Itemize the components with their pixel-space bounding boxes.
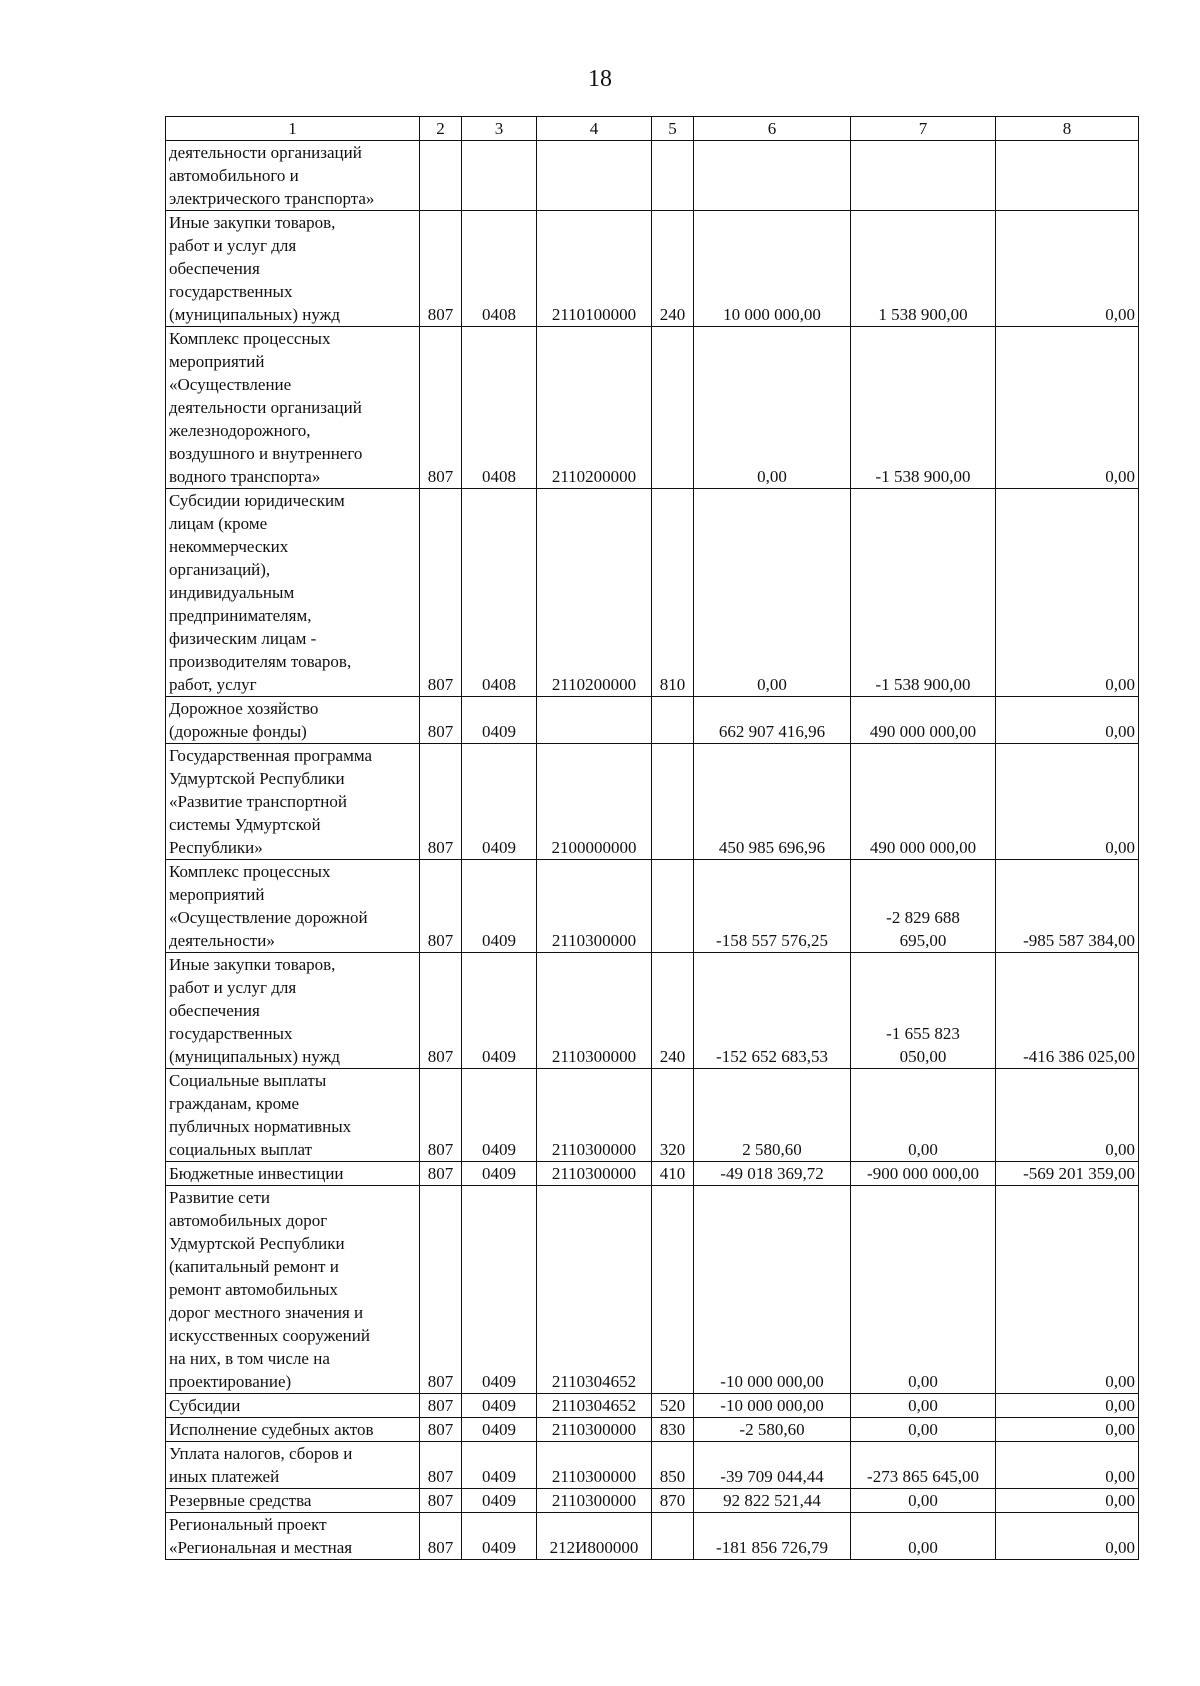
cell-amount-col7: -1 538 900,00: [851, 489, 996, 697]
cell-amount-col6: -152 652 683,53: [694, 953, 851, 1069]
cell-amount-col8: 0,00: [996, 327, 1139, 489]
cell-target-article: 2110200000: [537, 489, 652, 697]
table-row: [166, 1442, 1139, 1489]
cell-ministry-code: 807: [420, 489, 462, 697]
cell-name: Исполнение судебных актов: [166, 1418, 420, 1442]
table-row: [166, 744, 1139, 860]
cell-expense-type: [652, 744, 694, 860]
cell-section-code: [462, 141, 537, 211]
table-row: [166, 1513, 1139, 1560]
cell-expense-type: [652, 860, 694, 953]
page-number: 18: [588, 66, 612, 92]
cell-section-code: 0409: [462, 1394, 537, 1418]
cell-target-article: 2110300000: [537, 1489, 652, 1513]
column-header-3: 3: [462, 117, 537, 141]
cell-target-article: 212И800000: [537, 1513, 652, 1560]
cell-amount-col8: [996, 141, 1139, 211]
cell-section-code: 0409: [462, 953, 537, 1069]
cell-expense-type: 850: [652, 1442, 694, 1489]
cell-amount-col7: 490 000 000,00: [851, 744, 996, 860]
cell-section-code: 0408: [462, 489, 537, 697]
cell-amount-col6: 92 822 521,44: [694, 1489, 851, 1513]
cell-amount-col7: -1 655 823 050,00: [851, 953, 996, 1069]
cell-section-code: 0409: [462, 744, 537, 860]
cell-section-code: 0409: [462, 1069, 537, 1162]
cell-target-article: [537, 697, 652, 744]
cell-expense-type: 240: [652, 953, 694, 1069]
cell-ministry-code: 807: [420, 1162, 462, 1186]
cell-amount-col8: -416 386 025,00: [996, 953, 1139, 1069]
cell-amount-col6: 0,00: [694, 327, 851, 489]
cell-amount-col7: 0,00: [851, 1069, 996, 1162]
cell-amount-col8: 0,00: [996, 1394, 1139, 1418]
cell-amount-col8: 0,00: [996, 1186, 1139, 1394]
cell-expense-type: [652, 1186, 694, 1394]
cell-amount-col8: 0,00: [996, 1442, 1139, 1489]
cell-amount-col7: -273 865 645,00: [851, 1442, 996, 1489]
cell-name: Бюджетные инвестиции: [166, 1162, 420, 1186]
cell-name: Комплекс процессных мероприятий «Осуществление дорожной деятельности»: [166, 860, 420, 953]
cell-amount-col6: -181 856 726,79: [694, 1513, 851, 1560]
cell-name: Иные закупки товаров, работ и услуг для обеспечения государственных (муниципальных) нужд: [166, 953, 420, 1069]
cell-ministry-code: 807: [420, 953, 462, 1069]
table-row: [166, 1489, 1139, 1513]
cell-section-code: 0408: [462, 327, 537, 489]
cell-ministry-code: 807: [420, 860, 462, 953]
cell-target-article: 2110300000: [537, 1442, 652, 1489]
cell-name: деятельности организаций автомобильного и электрического транспорта»: [166, 141, 420, 211]
table-body: [166, 141, 1139, 1560]
cell-ministry-code: 807: [420, 1394, 462, 1418]
cell-target-article: 2110100000: [537, 211, 652, 327]
cell-ministry-code: 807: [420, 1513, 462, 1560]
cell-expense-type: 810: [652, 489, 694, 697]
cell-ministry-code: 807: [420, 327, 462, 489]
cell-amount-col6: 450 985 696,96: [694, 744, 851, 860]
cell-ministry-code: 807: [420, 1489, 462, 1513]
cell-amount-col6: -39 709 044,44: [694, 1442, 851, 1489]
cell-section-code: 0409: [462, 1418, 537, 1442]
column-header-6: 6: [694, 117, 851, 141]
cell-expense-type: 870: [652, 1489, 694, 1513]
cell-section-code: 0409: [462, 860, 537, 953]
table-row: [166, 953, 1139, 1069]
cell-section-code: 0409: [462, 1442, 537, 1489]
column-header-2: 2: [420, 117, 462, 141]
table-row: [166, 211, 1139, 327]
cell-name: Субсидии: [166, 1394, 420, 1418]
cell-amount-col8: -569 201 359,00: [996, 1162, 1139, 1186]
cell-target-article: 2110200000: [537, 327, 652, 489]
cell-amount-col6: -158 557 576,25: [694, 860, 851, 953]
cell-target-article: [537, 141, 652, 211]
cell-ministry-code: 807: [420, 744, 462, 860]
cell-ministry-code: 807: [420, 1186, 462, 1394]
column-header-5: 5: [652, 117, 694, 141]
cell-amount-col7: -1 538 900,00: [851, 327, 996, 489]
cell-section-code: 0409: [462, 1489, 537, 1513]
cell-expense-type: 410: [652, 1162, 694, 1186]
cell-amount-col6: -2 580,60: [694, 1418, 851, 1442]
cell-target-article: 2110304652: [537, 1394, 652, 1418]
cell-name: Уплата налогов, сборов и иных платежей: [166, 1442, 420, 1489]
cell-section-code: 0409: [462, 1513, 537, 1560]
cell-ministry-code: 807: [420, 211, 462, 327]
cell-amount-col7: 490 000 000,00: [851, 697, 996, 744]
cell-name: Социальные выплаты гражданам, кроме публичных нормативных социальных выплат: [166, 1069, 420, 1162]
cell-amount-col8: 0,00: [996, 744, 1139, 860]
cell-section-code: 0409: [462, 697, 537, 744]
cell-amount-col8: 0,00: [996, 211, 1139, 327]
cell-target-article: 2110300000: [537, 1418, 652, 1442]
table-row: [166, 1069, 1139, 1162]
cell-amount-col7: 0,00: [851, 1513, 996, 1560]
cell-target-article: 2110304652: [537, 1186, 652, 1394]
table-row: [166, 327, 1139, 489]
table-row: [166, 697, 1139, 744]
cell-target-article: 2110300000: [537, 1162, 652, 1186]
column-header-8: 8: [996, 117, 1139, 141]
cell-target-article: 2110300000: [537, 860, 652, 953]
cell-target-article: 2100000000: [537, 744, 652, 860]
column-header-7: 7: [851, 117, 996, 141]
table-row: [166, 1186, 1139, 1394]
cell-expense-type: [652, 327, 694, 489]
cell-amount-col6: 0,00: [694, 489, 851, 697]
cell-expense-type: [652, 1513, 694, 1560]
cell-expense-type: [652, 697, 694, 744]
cell-amount-col8: 0,00: [996, 489, 1139, 697]
cell-ministry-code: 807: [420, 1069, 462, 1162]
cell-expense-type: [652, 141, 694, 211]
cell-expense-type: 520: [652, 1394, 694, 1418]
cell-amount-col7: [851, 141, 996, 211]
cell-amount-col8: 0,00: [996, 1513, 1139, 1560]
table-row: [166, 489, 1139, 697]
cell-amount-col8: -985 587 384,00: [996, 860, 1139, 953]
cell-amount-col7: -900 000 000,00: [851, 1162, 996, 1186]
cell-expense-type: 240: [652, 211, 694, 327]
table-row: [166, 141, 1139, 211]
cell-name: Региональный проект «Региональная и местная: [166, 1513, 420, 1560]
cell-name: Комплекс процессных мероприятий «Осуществление деятельности организаций железнодорожного, воздушного и внутреннего водного транспорта»: [166, 327, 420, 489]
cell-ministry-code: 807: [420, 697, 462, 744]
cell-section-code: 0409: [462, 1162, 537, 1186]
cell-amount-col7: 1 538 900,00: [851, 211, 996, 327]
cell-name: Развитие сети автомобильных дорог Удмуртской Республики (капитальный ремонт и ремонт автомобильных дорог местного значения и искусственных сооружений на них, в том числе на проектирование): [166, 1186, 420, 1394]
cell-amount-col7: 0,00: [851, 1489, 996, 1513]
cell-expense-type: 830: [652, 1418, 694, 1442]
cell-amount-col6: 2 580,60: [694, 1069, 851, 1162]
table-row: [166, 1418, 1139, 1442]
cell-amount-col8: 0,00: [996, 1418, 1139, 1442]
cell-amount-col6: 662 907 416,96: [694, 697, 851, 744]
table-row: [166, 860, 1139, 953]
table-row: [166, 1162, 1139, 1186]
cell-amount-col6: -49 018 369,72: [694, 1162, 851, 1186]
cell-amount-col7: 0,00: [851, 1418, 996, 1442]
cell-expense-type: 320: [652, 1069, 694, 1162]
cell-amount-col8: 0,00: [996, 1069, 1139, 1162]
cell-amount-col8: 0,00: [996, 697, 1139, 744]
cell-ministry-code: 807: [420, 1442, 462, 1489]
cell-section-code: 0408: [462, 211, 537, 327]
table-row: [166, 1394, 1139, 1418]
cell-name: Дорожное хозяйство (дорожные фонды): [166, 697, 420, 744]
cell-name: Государственная программа Удмуртской Республики «Развитие транспортной системы Удмуртской Республики»: [166, 744, 420, 860]
cell-amount-col6: -10 000 000,00: [694, 1186, 851, 1394]
cell-amount-col6: -10 000 000,00: [694, 1394, 851, 1418]
cell-amount-col7: -2 829 688 695,00: [851, 860, 996, 953]
cell-name: Субсидии юридическим лицам (кроме некоммерческих организаций), индивидуальным предпринимателям, физическим лицам - производителям товаров, работ, услуг: [166, 489, 420, 697]
cell-name: Иные закупки товаров, работ и услуг для обеспечения государственных (муниципальных) нужд: [166, 211, 420, 327]
column-header-1: 1: [166, 117, 420, 141]
column-header-4: 4: [537, 117, 652, 141]
cell-amount-col6: 10 000 000,00: [694, 211, 851, 327]
cell-ministry-code: [420, 141, 462, 211]
cell-amount-col8: 0,00: [996, 1489, 1139, 1513]
cell-target-article: 2110300000: [537, 953, 652, 1069]
cell-ministry-code: 807: [420, 1418, 462, 1442]
cell-name: Резервные средства: [166, 1489, 420, 1513]
cell-target-article: 2110300000: [537, 1069, 652, 1162]
cell-amount-col7: 0,00: [851, 1394, 996, 1418]
cell-amount-col6: [694, 141, 851, 211]
budget-table: [165, 116, 1139, 1560]
cell-section-code: 0409: [462, 1186, 537, 1394]
header-row: [166, 117, 1139, 141]
cell-amount-col7: 0,00: [851, 1186, 996, 1394]
